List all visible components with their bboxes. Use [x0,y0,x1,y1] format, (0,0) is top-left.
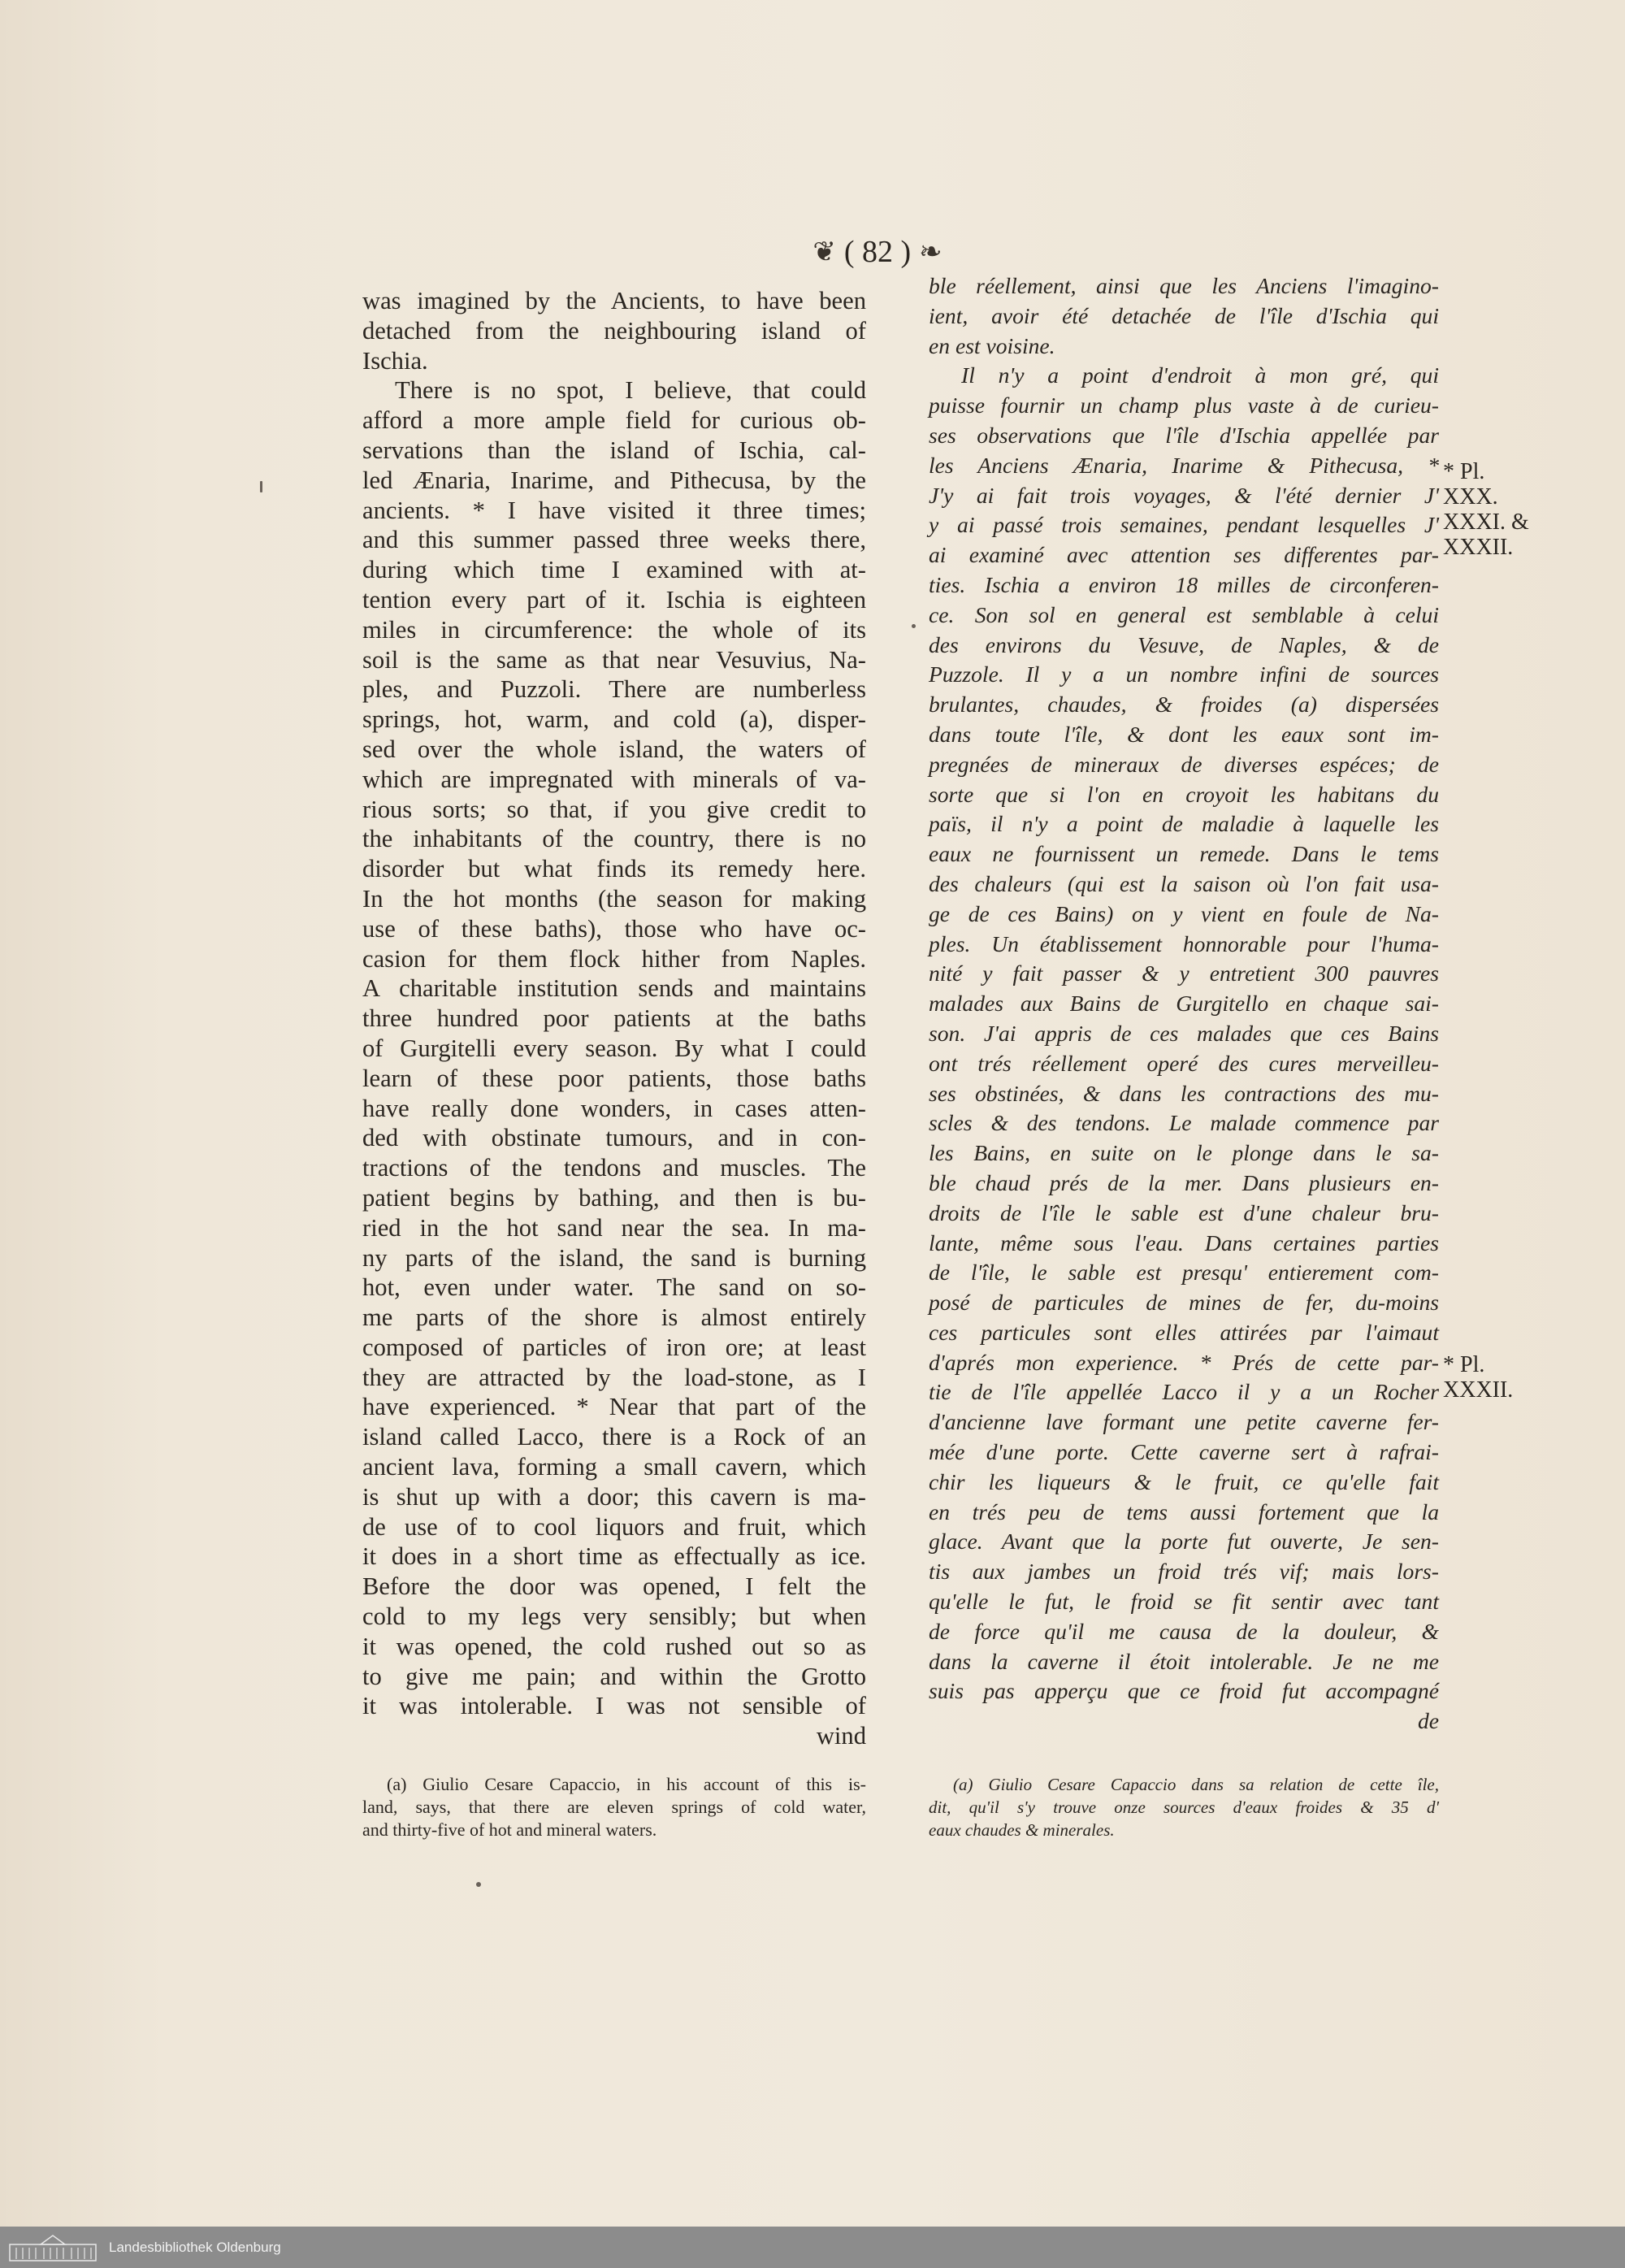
text-line: during which time I examined with at- [362,556,866,584]
footnote-line: (a) Giulio Cesare Capaccio dans sa relation de cette île, [953,1775,1439,1794]
margin-note-line: XXXII. [1443,1377,1514,1403]
ornament-left-icon: ❦ [812,237,836,267]
ornament-right-icon: ❧ [919,237,942,267]
text-line: glace. Avant que la porte fut ouverte, Je sen- [929,1529,1439,1555]
text-line: ble chaud prés de la mer. Dans plusieurs en- [929,1169,1439,1195]
text-line: tractions of the tendons and muscles. The [362,1154,866,1182]
text-line: the inhabitants of the country, there is no [362,825,866,853]
text-line: chir les liqueurs & le fruit, ce qu'elle fait [929,1468,1439,1494]
text-line: dans la caverne il étoit intolerable. Je ne me [929,1648,1439,1674]
text-line: mée d'une porte. Cette caverne sert à rafrai- [929,1439,1439,1465]
text-line: en trés peu de tems aussi fortement que la [929,1498,1439,1524]
text-line: des environs du Vesuve, de Naples, & de [929,631,1439,657]
text-line: cold to my legs very sensibly; but when [362,1602,866,1631]
text-line: ancients. * I have visited it three times; [362,496,866,524]
text-line: lante, même sous l'eau. Dans certaines parties [929,1229,1439,1255]
text-line: miles in circumference: the whole of its [362,615,866,644]
text-line: eaux ne fournissent un remede. Dans le tems [929,841,1439,867]
text-line: Il n'y a point d'endroit à mon gré, qui [961,362,1439,388]
text-line: de force qu'il me causa de la douleur, & [929,1618,1439,1644]
text-line: sed over the whole island, the waters of [362,735,866,763]
french-text-column [929,271,1439,1737]
text-line: ples, and Puzzoli. There are numberless [362,675,866,704]
footnote-line: (a) Giulio Cesare Capaccio, in his account of this is- [387,1774,866,1794]
text-line: J'y ai fait trois voyages, & l'été dernier J' [929,482,1439,508]
text-line: rious sorts; so that, if you give credit to [362,795,866,823]
text-line: ses obstinées, & dans les contractions des mu- [929,1080,1439,1106]
text-line: posé de particules de mines de fer, du-moins [929,1290,1439,1316]
french-footnote [929,1773,1439,1841]
footnote-line: land, says, that there are eleven springs of cold water, [362,1797,866,1817]
text-line: casion for them flock hither from Naples. [362,944,866,973]
text-line: ded with obstinate tumours, and in con- [362,1124,866,1152]
text-line: d'ancienne lave formant une petite caverne fer- [929,1409,1439,1435]
text-line: of Gurgitelli every season. By what I could [362,1034,866,1062]
text-line: ces particules sont elles attirées par l'aimaut [929,1319,1439,1345]
library-footer-bar [0,2227,1625,2268]
margin-note-line: XXX. [1443,484,1498,510]
text-line: Puzzole. Il y a un nombre infini de sources [929,661,1439,687]
margin-note-plates-2 [1443,1352,1513,1403]
text-line: des chaleurs (qui est la saison où l'on fait usa- [929,870,1439,896]
text-line: In the hot months (the season for making [362,884,866,913]
paper-mark [260,481,262,492]
text-line: de l'île, le sable est presqu' entierement com- [929,1260,1439,1286]
text-line: ses observations que l'île d'Ischia appellée par [929,422,1439,448]
text-line: have experienced. * Near that part of the [362,1393,866,1421]
english-footnote [362,1773,866,1841]
text-line: ancient lava, forming a small cavern, which [362,1453,866,1481]
text-line: have really done wonders, in cases atten- [362,1094,866,1122]
text-line: de [1417,1708,1439,1734]
text-line: is shut up with a door; this cavern is ma- [362,1482,866,1511]
text-line: droits de l'île le sable est d'une chaleur bru- [929,1199,1439,1225]
text-line: ge de ces Bains) on y vient en foule de Na- [929,900,1439,926]
text-line: servations than the island of Ischia, cal- [362,436,866,464]
text-line: Ischia. [362,346,428,375]
margin-note-line: XXXII. [1443,535,1514,560]
text-line: suis pas apperçu que ce froid fut accompagné [929,1678,1439,1704]
footnote-line: eaux chaudes & minerales. [929,1820,1115,1840]
text-line: was imagined by the Ancients, to have been [362,287,866,314]
text-line: afford a more ample field for curious ob- [362,406,866,435]
text-line: me parts of the shore is almost entirely [362,1303,866,1332]
text-line: learn of these poor patients, those baths [362,1064,866,1092]
text-line: ai examiné avec attention ses differentes par- [929,542,1439,568]
text-line: ried in the hot sand near the sea. In ma- [362,1213,866,1242]
text-line: son. J'ai appris de ces malades que ces Bains [929,1020,1439,1046]
text-line: led Ænaria, Inarime, and Pithecusa, by the [362,466,866,494]
text-line: it was opened, the cold rushed out so as [362,1632,866,1660]
text-line: A charitable institution sends and maintains [362,974,866,1003]
text-line: ny parts of the island, the sand is burning [362,1243,866,1272]
page-number: ( 82 ) [843,235,912,269]
text-line: scles & des tendons. Le malade commence par [929,1110,1439,1136]
text-line: it does in a short time as effectually as ice. [362,1542,866,1571]
text-line: There is no spot, I believe, that could [395,376,866,405]
text-line: ples. Un établissement honnorable pour l'huma- [929,930,1439,956]
text-line: composed of particles of iron ore; at least [362,1333,866,1361]
text-line: ties. Ischia a environ 18 milles de circonferen- [929,571,1439,597]
text-line: d'aprés mon experience. * Prés de cette par- [929,1349,1439,1375]
text-line: dans toute l'île, & dont les eaux sont im- [929,721,1439,747]
text-line: springs, hot, warm, and cold (a), disper- [362,705,866,734]
text-line: les Anciens Ænaria, Inarime & Pithecusa, * [929,452,1439,478]
margin-note-plates-1 [1443,459,1529,560]
text-line: sorte que si l'on en croyoit les habitans du [929,781,1439,807]
text-line: tie de l'île appellée Lacco il y a un Rocher [929,1379,1439,1405]
text-line: brulantes, chaudes, & froides (a) dispersées [929,692,1439,718]
text-line: ient, avoir été detachée de l'île d'Ischia qui [929,302,1439,328]
text-line: disorder but what finds its remedy here. [362,855,866,883]
margin-note-line: * Pl. [1443,1352,1485,1377]
library-building-icon [8,2233,98,2262]
text-line: ce. Son sol en general est semblable à celui [929,601,1439,627]
paper-speck [476,1882,481,1887]
text-line: to give me pain; and within the Grotto [362,1662,866,1690]
footnote-line: and thirty-five of hot and mineral waters. [362,1819,657,1840]
text-line: qu'elle le fut, le froid se fit sentir avec tant [929,1589,1439,1615]
text-line: les Bains, en suite on le plonge dans le sa- [929,1140,1439,1166]
text-line: use of these baths), those who have oc- [362,914,866,943]
text-line: ont trés réellement operé des cures merveilleu- [929,1050,1439,1076]
text-line: Before the door was opened, I felt the [362,1572,866,1601]
text-line: and this summer passed three weeks there, [362,526,866,554]
text-line: which are impregnated with minerals of va- [362,765,866,793]
text-line: de use of to cool liquors and fruit, which [362,1512,866,1541]
text-line: ble réellement, ainsi que les Anciens l'imagino- [929,273,1439,298]
text-line: detached from the neighbouring island of [362,316,866,345]
text-line: tention every part of it. Ischia is eighteen [362,585,866,614]
margin-note-line: XXXI. & [1443,510,1529,535]
page-header [804,228,951,276]
text-line: hot, even under water. The sand on so- [362,1273,866,1302]
footnote-line: dit, qu'il s'y trouve onze sources d'eaux froides & 35 d' [929,1797,1439,1817]
text-line: patient begins by bathing, and then is bu- [362,1183,866,1212]
text-line: en est voisine. [929,332,1055,358]
text-line: nité y fait passer & y entretient 300 pauvres [929,961,1439,987]
paper-speck [912,624,916,628]
english-text-column [362,286,866,1751]
text-line: soil is the same as that near Vesuvius, Na- [362,645,866,674]
text-line: three hundred poor patients at the baths [362,1004,866,1033]
text-line: tis aux jambes un froid trés vif; mais lors- [929,1559,1439,1585]
text-line: puisse fournir un champ plus vaste à de curieu- [929,392,1439,418]
text-line: they are attracted by the load-stone, as I [362,1363,866,1391]
text-line: wind [816,1722,866,1750]
margin-note-line: * Pl. [1443,459,1485,484]
text-line: pregnées de mineraux de diverses espéces; de [929,751,1439,777]
text-line: island called Lacco, there is a Rock of an [362,1423,866,1451]
text-line: it was intolerable. I was not sensible of [362,1692,866,1720]
library-name: Landesbibliothek Oldenburg [109,2239,281,2255]
text-line: païs, il n'y a point de maladie à laquelle les [929,811,1439,837]
text-line: malades aux Bains de Gurgitello en chaque sai- [929,991,1439,1017]
text-line: y ai passé trois semaines, pendant lesquelles J' [929,512,1439,538]
